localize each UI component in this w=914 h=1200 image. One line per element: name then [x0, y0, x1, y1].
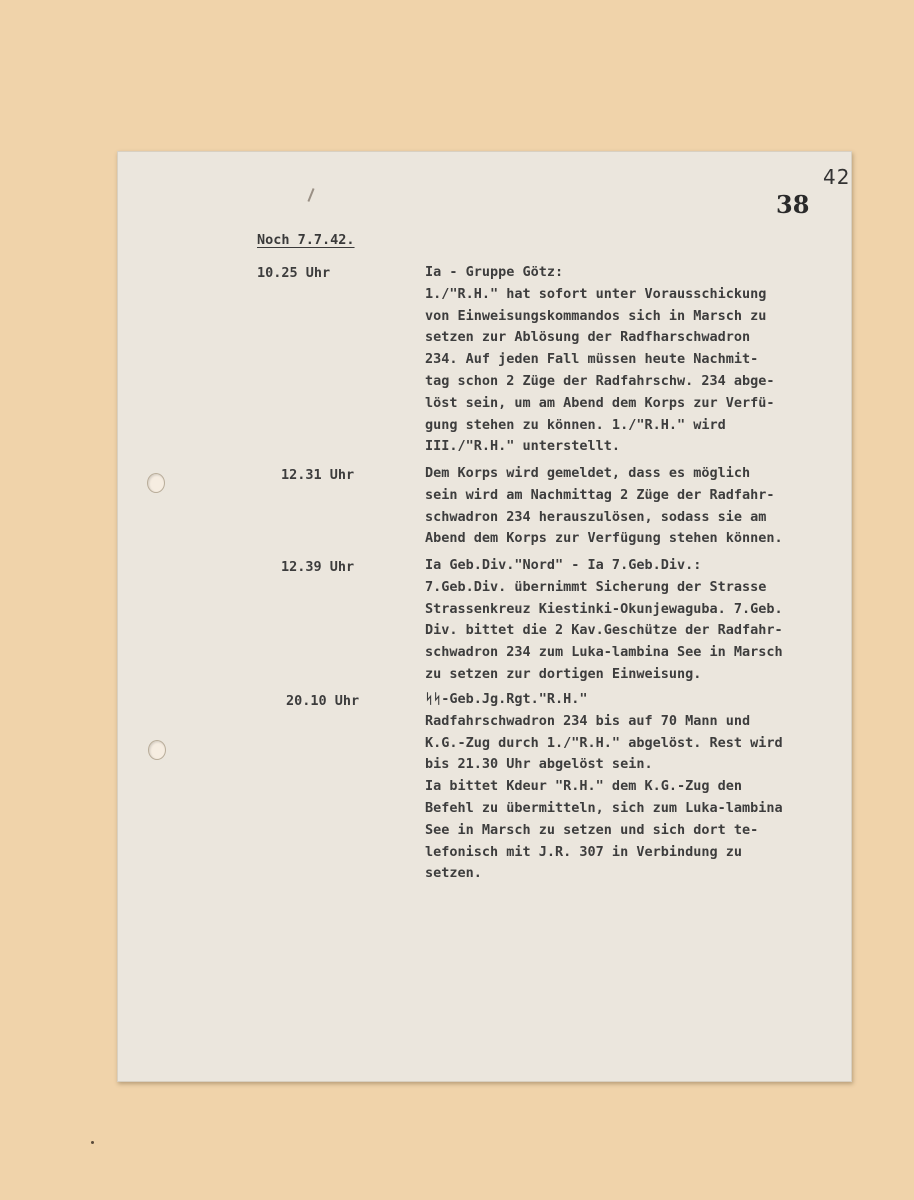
entry-line: ᛋᛋ-Geb.Jg.Rgt."R.H." — [425, 691, 588, 707]
entry-line: III./"R.H." unterstellt. — [425, 438, 621, 455]
entry-time-1: 10.25 Uhr — [257, 265, 331, 281]
entry-line: Abend dem Korps zur Verfügung stehen können. — [425, 530, 783, 547]
entry-line: von Einweisungskommandos sich in Marsch zu — [425, 307, 767, 324]
entry-text-3 — [425, 555, 783, 686]
punch-hole-bottom — [148, 740, 166, 760]
entry-line: Div. bittet die 2 Kav.Geschütze der Radfahr- — [425, 622, 783, 639]
entry-line: Radfahrschwadron 234 bis auf 70 Mann und — [425, 712, 751, 729]
entry-line: Ia Geb.Div."Nord" - Ia 7.Geb.Div.: — [425, 557, 702, 573]
entry-line: gung stehen zu können. 1./"R.H." wird — [425, 416, 726, 433]
entry-time-2: 12.31 Uhr — [281, 467, 355, 483]
entry-line: setzen zur Ablösung der Radfharschwadron — [425, 329, 751, 346]
entry-line: Befehl zu übermitteln, sich zum Luka-lambina — [425, 799, 783, 816]
entry-line: lefonisch mit J.R. 307 in Verbindung zu — [425, 843, 742, 860]
entry-line: 1./"R.H." hat sofort unter Vorausschickung — [425, 285, 767, 302]
entry-line: setzen. — [425, 865, 482, 882]
entry-line: schwadron 234 herauszulösen, sodass sie am — [425, 508, 767, 525]
archive-number: 42 — [823, 165, 851, 189]
entry-line: 234. Auf jeden Fall müssen heute Nachmit- — [425, 351, 759, 368]
entry-line: sein wird am Nachmittag 2 Züge der Radfahr- — [425, 486, 775, 503]
page-number: 38 — [776, 190, 810, 219]
entry-line: schwadron 234 zum Luka-lambina See in Marsch — [425, 644, 783, 661]
entry-line: löst sein, um am Abend dem Korps zur Verfü- — [425, 394, 775, 411]
pencil-mark — [307, 188, 314, 202]
entry-line: Ia - Gruppe Götz: — [425, 264, 564, 280]
entry-line: zu setzen zur dortigen Einweisung. — [425, 665, 702, 682]
entry-time-4: 20.10 Uhr — [286, 693, 360, 709]
entry-line: 7.Geb.Div. übernimmt Sicherung der Strasse — [425, 578, 767, 595]
entry-line: Ia bittet Kdeur "R.H." dem K.G.-Zug den — [425, 778, 742, 795]
entry-line: Dem Korps wird gemeldet, dass es möglich — [425, 465, 751, 481]
date-heading: Noch 7.7.42. — [257, 232, 355, 248]
entry-time-3: 12.39 Uhr — [281, 559, 355, 575]
document-page — [117, 151, 852, 1082]
entry-text-2 — [425, 463, 783, 550]
entry-line: K.G.-Zug durch 1./"R.H." abgelöst. Rest wird — [425, 734, 783, 751]
entry-line: bis 21.30 Uhr abgelöst sein. — [425, 756, 653, 773]
entry-line: See in Marsch zu setzen und sich dort te- — [425, 821, 759, 838]
entry-line: Strassenkreuz Kiestinki-Okunjewaguba. 7.Geb. — [425, 600, 783, 617]
entry-line: tag schon 2 Züge der Radfahrschw. 234 abge- — [425, 372, 775, 389]
punch-hole-top — [147, 473, 165, 493]
entry-text-4 — [425, 689, 783, 885]
background-speck — [91, 1141, 94, 1144]
entry-text-1 — [425, 262, 775, 458]
